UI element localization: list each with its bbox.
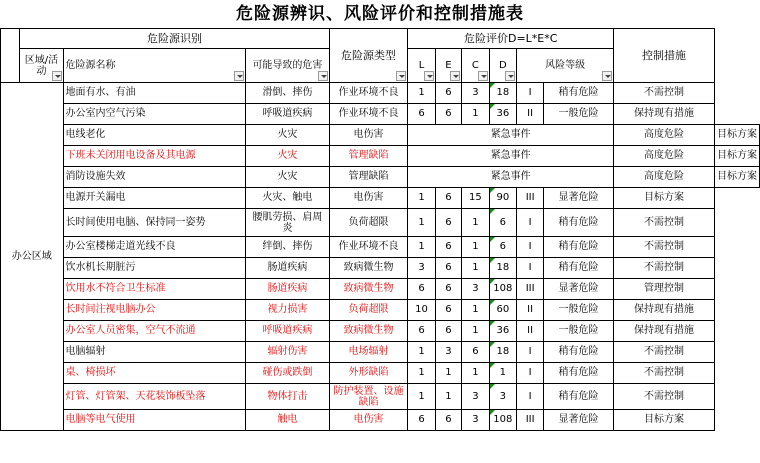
row-control-cell: 保持现有措施 [613,104,714,125]
comment-marker-icon [490,258,495,263]
row-harm-cell: 火灾 [246,125,329,146]
row-harm-cell: 肠道疾病 [246,279,329,300]
row-type-cell: 电伤害 [329,125,408,146]
row-type-cell: 防护装置、设施缺陷 [329,384,408,410]
table-row [1,258,760,279]
row-level-cell: 稍有危险 [544,342,614,363]
L-header-label: L [418,59,425,71]
row-merged-event-cell: 紧急事件 [408,167,614,188]
row-control-cell: 目标方案 [715,146,760,167]
row-L-cell: 1 [408,83,435,104]
E-header [435,49,462,83]
row-D-cell: 18 [489,342,517,363]
row-level-cell: 稍有危险 [544,237,614,258]
type-header-label: 危险源类型 [341,48,396,62]
row-type-cell: 电伤害 [329,410,408,431]
table-row [1,410,760,431]
L-filter-dropdown-icon[interactable] [424,71,434,81]
row-L-cell: 6 [408,104,435,125]
row-C-cell: 1 [462,237,489,258]
row-harm-cell: 触电 [246,410,329,431]
row-D-cell: 6 [489,209,517,237]
row-type-cell: 外形缺陷 [329,363,408,384]
table-row [1,83,760,104]
row-level-cell: 显著危险 [544,410,614,431]
row-type-cell: 负荷超限 [329,209,408,237]
row-D-cell: 36 [489,321,517,342]
type-header [329,29,408,83]
row-grade-cell: III [517,279,544,300]
type-filter-dropdown-icon[interactable] [396,71,406,81]
row-name-cell: 饮用水不符合卫生标准 [63,279,246,300]
row-level-cell: 高度危险 [613,167,714,188]
group-identify-header: 危险源识别 [20,29,329,49]
row-control-cell: 不需控制 [613,258,714,279]
table-row [1,384,760,410]
comment-marker-icon [490,188,495,193]
row-D-cell: 108 [489,410,517,431]
row-control-cell: 不需控制 [613,83,714,104]
row-grade-cell: I [517,384,544,410]
row-D-cell: 60 [489,300,517,321]
harm-header-label: 可能导致的危害 [252,59,323,71]
area-cell: 办公区域 [1,83,64,431]
table-row [1,237,760,258]
row-type-cell: 电场辐射 [329,342,408,363]
comment-marker-icon [490,342,495,347]
row-type-cell: 作业环境不良 [329,237,408,258]
row-C-cell: 1 [462,209,489,237]
row-control-cell: 保持现有措施 [613,321,714,342]
row-harm-cell: 火灾 [246,146,329,167]
row-type-cell: 致病微生物 [329,258,408,279]
row-type-cell: 致病微生物 [329,321,408,342]
row-type-cell: 作业环境不良 [329,104,408,125]
row-D-cell: 3 [489,384,517,410]
row-name-cell: 办公室内空气污染 [63,104,246,125]
D-header-label: D [498,59,507,71]
comment-marker-icon [490,83,495,88]
row-C-cell: 1 [462,300,489,321]
row-level-cell: 稍有危险 [544,384,614,410]
row-harm-cell: 腰肌劳损、肩周炎 [246,209,329,237]
row-level-cell: 一般危险 [544,300,614,321]
row-L-cell: 6 [408,279,435,300]
row-C-cell: 3 [462,279,489,300]
row-level-cell: 稍有危险 [544,363,614,384]
row-E-cell: 1 [435,363,462,384]
corner-cell [1,29,20,83]
row-L-cell: 10 [408,300,435,321]
level-header-label: 风险等级 [545,59,586,71]
comment-marker-icon [490,279,495,284]
row-harm-cell: 肠道疾病 [246,258,329,279]
row-harm-cell: 呼吸道疾病 [246,104,329,125]
row-grade-cell: III [517,410,544,431]
row-E-cell: 1 [435,384,462,410]
row-name-cell: 电线老化 [63,125,246,146]
row-D-cell: 1 [489,363,517,384]
row-C-cell: 1 [462,258,489,279]
row-harm-cell: 绊倒、摔伤 [246,237,329,258]
row-name-cell: 电脑等电气使用 [63,410,246,431]
row-harm-cell: 视力损害 [246,300,329,321]
row-harm-cell: 呼吸道疾病 [246,321,329,342]
row-L-cell: 3 [408,258,435,279]
table-row [1,209,760,237]
name-filter-dropdown-icon[interactable] [234,71,244,81]
row-C-cell: 1 [462,363,489,384]
C-header [462,49,489,83]
level-filter-dropdown-icon[interactable] [602,71,612,81]
row-control-cell: 目标方案 [613,188,714,209]
row-C-cell: 3 [462,83,489,104]
C-header-label: C [471,59,479,71]
row-L-cell: 1 [408,363,435,384]
table-row [1,167,760,188]
row-type-cell: 负荷超限 [329,300,408,321]
name-header [63,49,246,83]
row-control-cell: 目标方案 [715,125,760,146]
group-eval-header: 危险评价D=L*E*C [408,29,614,49]
row-D-cell: 18 [489,83,517,104]
row-control-cell: 目标方案 [613,410,714,431]
row-L-cell: 6 [408,321,435,342]
row-level-cell: 显著危险 [544,279,614,300]
row-L-cell: 1 [408,188,435,209]
table-row [1,188,760,209]
row-name-cell: 办公室楼梯走道光线不良 [63,237,246,258]
row-level-cell: 稍有危险 [544,209,614,237]
comment-marker-icon [490,363,495,368]
row-harm-cell: 辐射伤害 [246,342,329,363]
row-E-cell: 6 [435,209,462,237]
name-header-label: 危险源名称 [65,59,116,71]
row-E-cell: 6 [435,279,462,300]
E-filter-dropdown-icon[interactable] [450,71,460,81]
row-control-cell: 不需控制 [613,363,714,384]
row-name-cell: 电脑辐射 [63,342,246,363]
row-grade-cell: I [517,209,544,237]
risk-table [0,28,760,431]
row-L-cell: 1 [408,384,435,410]
row-level-cell: 一般危险 [544,104,614,125]
row-name-cell: 灯管、灯管架、天花装饰板坠落 [63,384,246,410]
row-grade-cell: II [517,321,544,342]
row-merged-event-cell: 紧急事件 [408,125,614,146]
row-grade-cell: I [517,83,544,104]
row-C-cell: 6 [462,342,489,363]
page-title: 危险源辨识、风险评价和控制措施表 [236,4,524,24]
D-header [489,49,517,83]
comment-marker-icon [490,384,495,389]
comment-marker-icon [490,237,495,242]
row-C-cell: 1 [462,321,489,342]
C-filter-dropdown-icon[interactable] [478,71,488,81]
L-header [408,49,435,83]
table-row [1,342,760,363]
row-C-cell: 1 [462,104,489,125]
comment-marker-icon [490,321,495,326]
D-filter-dropdown-icon[interactable] [505,71,515,81]
row-name-cell: 地面有水、有油 [63,83,246,104]
row-name-cell: 下班未关闭用电设备及其电源 [63,146,246,167]
row-L-cell: 1 [408,342,435,363]
harm-filter-dropdown-icon[interactable] [318,71,328,81]
table-row [1,146,760,167]
harm-header [246,49,329,83]
row-name-cell: 电源开关漏电 [63,188,246,209]
row-E-cell: 6 [435,410,462,431]
comment-marker-icon [490,104,495,109]
table-row [1,300,760,321]
row-grade-cell: II [517,104,544,125]
row-name-cell: 办公室人员密集，空气不流通 [63,321,246,342]
row-L-cell: 1 [408,237,435,258]
row-E-cell: 6 [435,300,462,321]
row-type-cell: 管理缺陷 [329,146,408,167]
row-harm-cell: 物体打击 [246,384,329,410]
row-level-cell: 高度危险 [613,146,714,167]
row-name-cell: 长时间使用电脑、保持同一姿势 [63,209,246,237]
row-level-cell: 稍有危险 [544,258,614,279]
row-level-cell: 显著危险 [544,188,614,209]
comment-marker-icon [490,410,495,415]
row-E-cell: 6 [435,237,462,258]
row-level-cell: 一般危险 [544,321,614,342]
row-control-cell: 不需控制 [613,342,714,363]
row-level-cell: 高度危险 [613,125,714,146]
row-type-cell: 作业环境不良 [329,83,408,104]
row-type-cell: 致病微生物 [329,279,408,300]
row-D-cell: 108 [489,279,517,300]
row-type-cell: 电伤害 [329,188,408,209]
row-grade-cell: I [517,363,544,384]
row-name-cell: 饮水机长期脏污 [63,258,246,279]
row-C-cell: 15 [462,188,489,209]
row-name-cell: 消防设施失效 [63,167,246,188]
row-name-cell: 长时间注视电脑办公 [63,300,246,321]
row-grade-cell: I [517,342,544,363]
area-filter-dropdown-icon[interactable] [52,71,62,81]
area-header-label: 区域/活动 [24,54,59,77]
row-L-cell: 6 [408,410,435,431]
row-E-cell: 6 [435,104,462,125]
row-harm-cell: 火灾、触电 [246,188,329,209]
comment-marker-icon [490,300,495,305]
table-row [1,125,760,146]
row-E-cell: 6 [435,321,462,342]
row-name-cell: 桌、椅损坏 [63,363,246,384]
row-control-cell: 管理控制 [613,279,714,300]
row-control-cell: 不需控制 [613,209,714,237]
row-level-cell: 稍有危险 [544,83,614,104]
row-grade-cell: II [517,300,544,321]
row-D-cell: 36 [489,104,517,125]
row-D-cell: 18 [489,258,517,279]
row-grade-cell: I [517,237,544,258]
row-D-cell: 6 [489,237,517,258]
row-E-cell: 3 [435,342,462,363]
E-header-label: E [445,59,452,71]
row-grade-cell: I [517,258,544,279]
row-harm-cell: 碰伤或跌倒 [246,363,329,384]
row-harm-cell: 滑倒、摔伤 [246,83,329,104]
row-E-cell: 6 [435,258,462,279]
row-L-cell: 1 [408,209,435,237]
row-type-cell: 管理缺陷 [329,167,408,188]
level-header [517,49,614,83]
row-harm-cell: 火灾 [246,167,329,188]
control-header: 控制措施 [613,29,714,83]
row-merged-event-cell: 紧急事件 [408,146,614,167]
row-control-cell: 不需控制 [613,384,714,410]
area-header [20,49,63,83]
row-C-cell: 3 [462,410,489,431]
row-C-cell: 3 [462,384,489,410]
row-E-cell: 6 [435,188,462,209]
table-row [1,104,760,125]
row-control-cell: 保持现有措施 [613,300,714,321]
row-E-cell: 6 [435,83,462,104]
table-row [1,279,760,300]
row-control-cell: 目标方案 [715,167,760,188]
row-control-cell: 不需控制 [613,237,714,258]
table-row [1,321,760,342]
comment-marker-icon [490,209,495,214]
row-D-cell: 90 [489,188,517,209]
row-grade-cell: III [517,188,544,209]
table-row [1,363,760,384]
